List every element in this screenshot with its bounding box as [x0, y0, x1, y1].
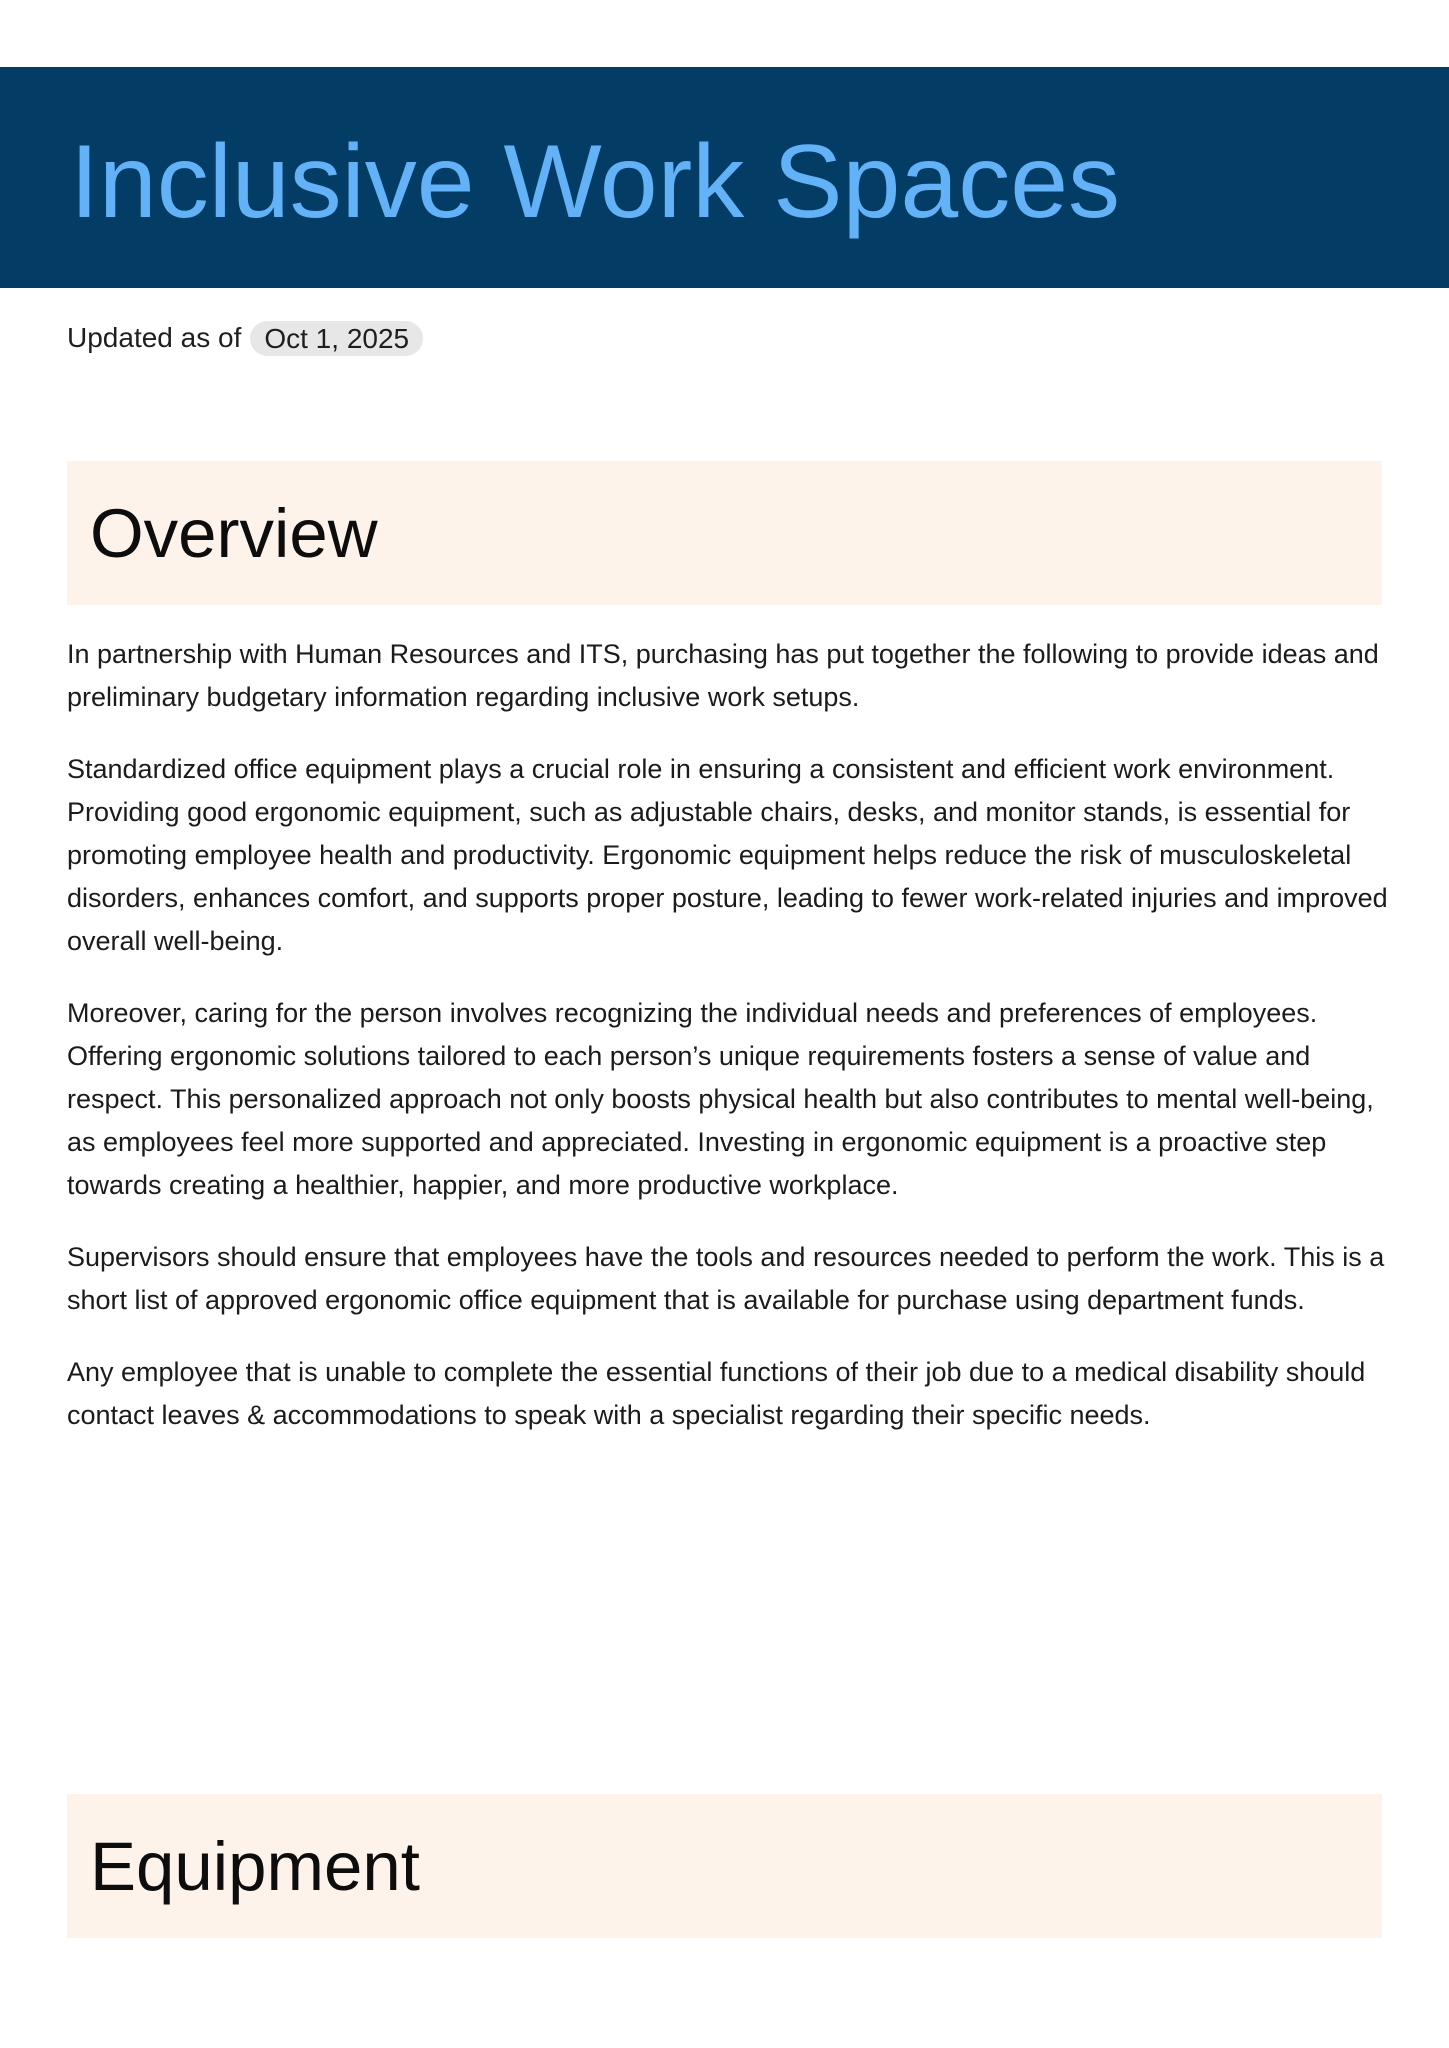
- overview-body: [67, 633, 1392, 1466]
- overview-paragraph: Any employee that is unable to complete the essential functions of their job due to a medical disability should contact leaves & accommodations to speak with a specialist regarding their specific needs.: [67, 1357, 1366, 1430]
- updated-date-chip[interactable]: Oct 1, 2025: [250, 321, 423, 356]
- overview-paragraph: Moreover, caring for the person involves recognizing the individual needs and preferences of employees. Offering ergonomic solutions tailored to each person’s unique requirements fosters a sense of value and respect. This personalized approach not only boosts physical health but also contributes to mental well-being, as employees feel more supported and appreciated. Investing in ergonomic equipment is a proactive step towards creating a healthier, happier, and more productive workplace.: [67, 998, 1374, 1200]
- overview-heading: Overview: [90, 495, 378, 572]
- updated-info: [67, 319, 423, 357]
- page-title: Inclusive Work Spaces: [70, 124, 1121, 240]
- overview-paragraph: Supervisors should ensure that employees have the tools and resources needed to perform the work. This is a short list of approved ergonomic office equipment that is available for purchase using department funds.: [67, 1242, 1385, 1315]
- updated-label: Updated as of: [67, 322, 242, 353]
- overview-paragraph: Standardized office equipment plays a crucial role in ensuring a consistent and efficient work environment. Providing good ergonomic equipment, such as adjustable chairs, desks, and monitor stands, is essential for promoting employee health and productivity. Ergonomic equipment helps reduce the risk of musculoskeletal disorders, enhances comfort, and supports proper posture, leading to fewer work-related injuries and improved overall well-being.: [67, 754, 1388, 956]
- equipment-section-header: [67, 1794, 1382, 1938]
- equipment-heading: Equipment: [90, 1828, 420, 1905]
- overview-section-header: [67, 461, 1382, 605]
- overview-paragraph: In partnership with Human Resources and ITS, purchasing has put together the following to provide ideas and preliminary budgetary information regarding inclusive work setups.: [67, 639, 1379, 712]
